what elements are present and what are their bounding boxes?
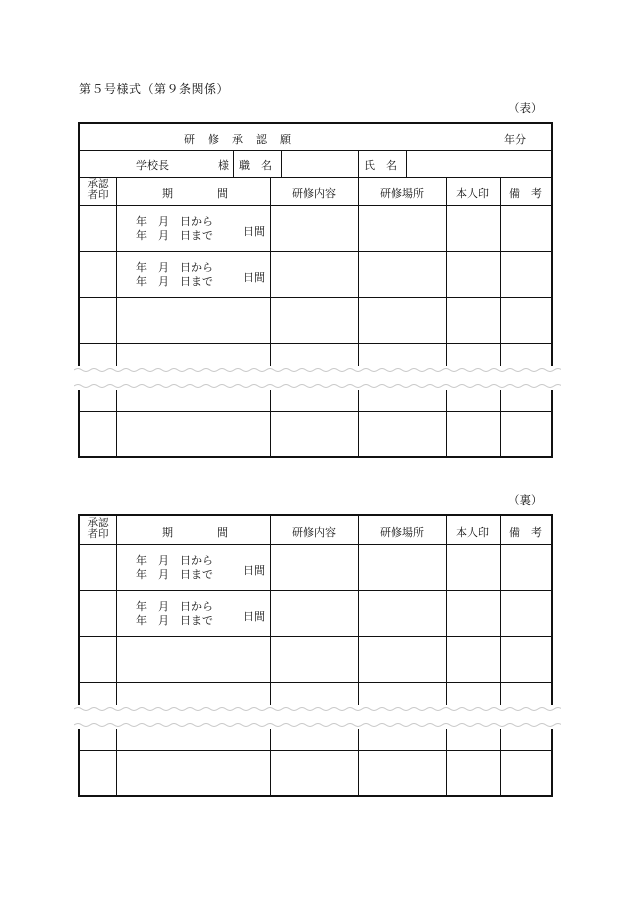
- back-period-row-1: 年 月 日から 年 月 日まで: [136, 554, 213, 581]
- front-application-table: [78, 122, 553, 458]
- back-period-row-2: 年 月 日から 年 月 日まで: [136, 600, 213, 627]
- form-caption: 第５号様式（第９条関係）: [79, 82, 230, 96]
- principal-label: 学校長: [136, 159, 169, 172]
- principal-honorific: 様: [218, 159, 229, 172]
- front-approver-header: 承認 者印: [87, 178, 109, 201]
- front-content-header: 研修内容: [292, 187, 336, 200]
- back-side-label: （裏）: [508, 493, 543, 507]
- back-content-header: 研修内容: [292, 526, 336, 539]
- position-label: 職 名: [239, 159, 272, 172]
- front-omission-tear: [74, 366, 561, 390]
- front-remarks-header: 備 考: [509, 187, 542, 200]
- name-label: 氏 名: [364, 159, 397, 172]
- front-period-header: 期 間: [162, 187, 228, 200]
- back-period-header: 期 間: [162, 526, 228, 539]
- front-days-2: 日間: [243, 271, 265, 284]
- front-days-1: 日間: [243, 225, 265, 238]
- back-approver-header: 承認 者印: [87, 517, 109, 540]
- back-omission-tear: [74, 705, 561, 729]
- front-period-row-1: 年 月 日から 年 月 日まで: [136, 215, 213, 242]
- back-days-2: 日間: [243, 610, 265, 623]
- front-place-header: 研修場所: [380, 187, 424, 200]
- front-year-label: 年分: [504, 133, 526, 146]
- back-remarks-header: 備 考: [509, 526, 542, 539]
- back-place-header: 研修場所: [380, 526, 424, 539]
- back-record-table: [78, 514, 553, 797]
- front-title: 研 修 承 認 願: [184, 133, 292, 146]
- front-period-row-2: 年 月 日から 年 月 日まで: [136, 261, 213, 288]
- front-seal-header: 本人印: [456, 187, 489, 200]
- back-seal-header: 本人印: [456, 526, 489, 539]
- front-side-label: （表）: [508, 101, 543, 115]
- back-days-1: 日間: [243, 564, 265, 577]
